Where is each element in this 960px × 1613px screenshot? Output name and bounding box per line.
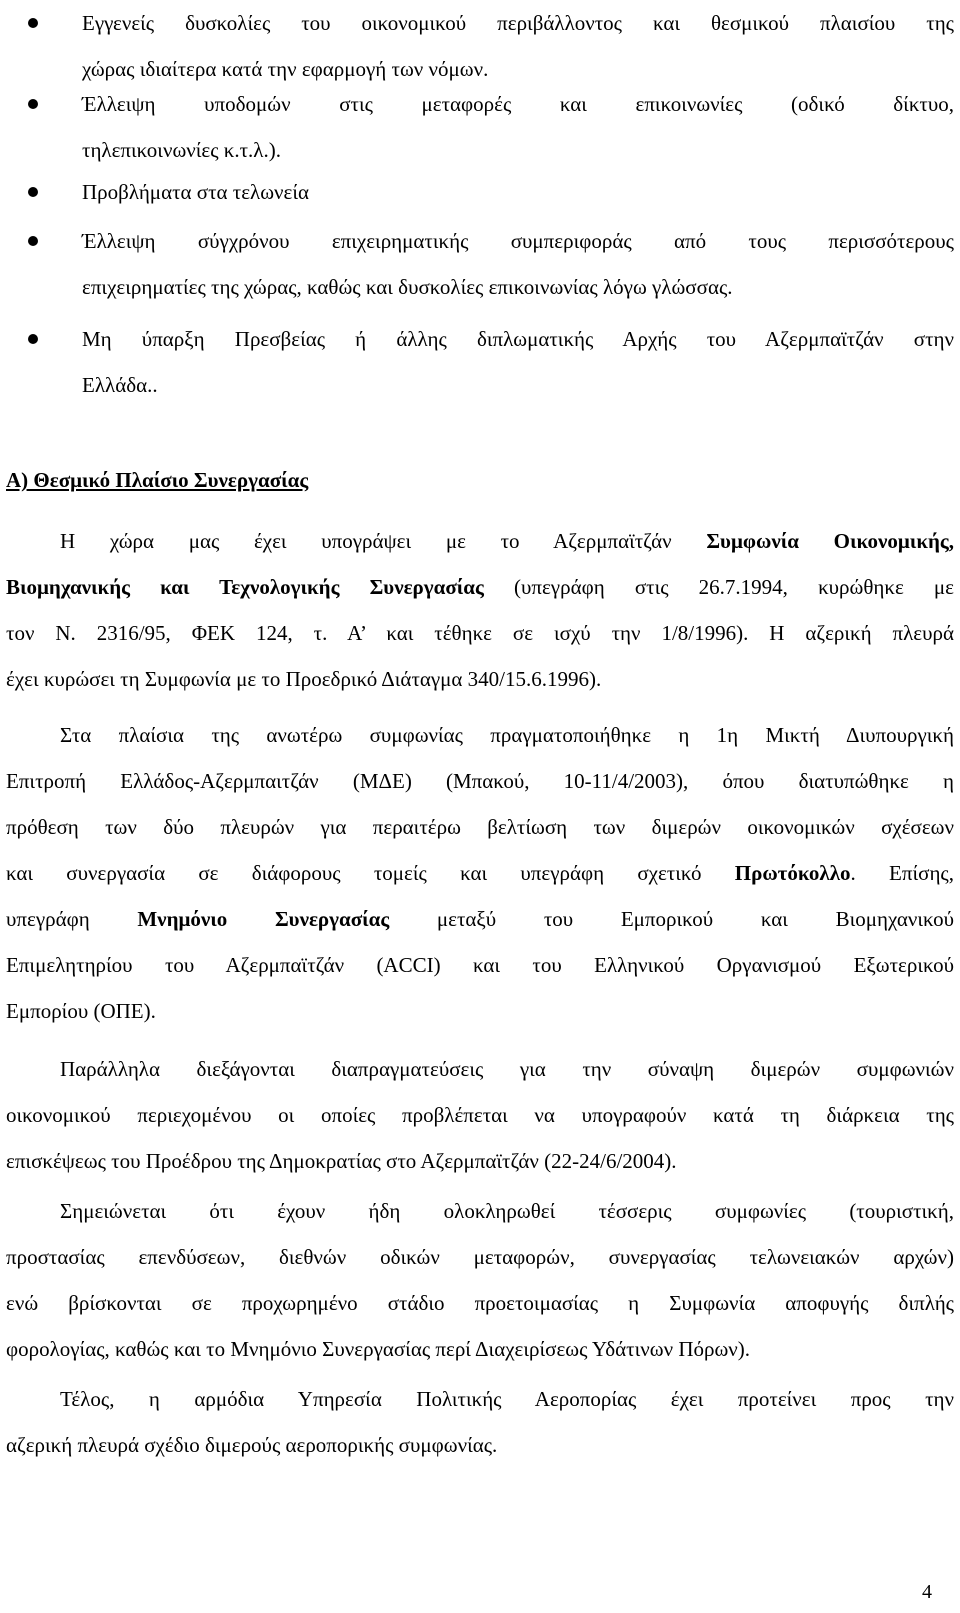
bold-text: Συμφωνία Οικονομικής, — [706, 529, 955, 553]
paragraph-line: οικονομικού περιεχομένου οι οποίες προβλέπεται να υπογραφούν κατά τη διάρκεια της — [6, 1103, 954, 1127]
paragraph-line: Παράλληλα διεξάγονται διαπραγματεύσεις για την σύναψη διμερών συμφωνιών — [60, 1057, 954, 1081]
paragraph-agreements — [6, 1188, 954, 1372]
paragraph-line: Εμπορίου (ΟΠΕ). — [6, 999, 156, 1023]
bold-text: Μνημόνιο Συνεργασίας — [137, 907, 390, 931]
bullet-line: Έλλειψη υποδομών στις μεταφορές και επικοινωνίες (οδικό δίκτυο, — [82, 92, 954, 116]
paragraph-line: Η χώρα μας έχει υπογράψει με το Αζερμπαϊτζάν Συμφωνία Οικονομικής, — [60, 529, 955, 553]
bullet-line: Έλλειψη σύγχρόνου επιχειρηματικής συμπεριφοράς από τους περισσότερους — [82, 229, 954, 253]
paragraph-aviation — [6, 1376, 954, 1468]
paragraph-mde — [6, 712, 954, 1034]
bullet-line: Ελλάδα.. — [82, 373, 158, 397]
paragraph-line: Επιτροπή Ελλάδος-Αζερμπαιτζάν (ΜΔΕ) (Μπακού, 10-11/4/2003), όπου διατυπώθηκε η — [6, 769, 954, 793]
paragraph-line: Επιμελητηρίου του Αζερμπαϊτζάν (ACCI) και του Ελληνικού Οργανισμού Εξωτερικού — [6, 953, 954, 977]
paragraph-line: και συνεργασία σε διάφορους τομείς και υπεγράφη σχετικό Πρωτόκολλο. Επίσης, — [6, 861, 955, 885]
paragraph-line: αζερική πλευρά σχέδιο διμερούς αεροπορικής συμφωνίας. — [6, 1433, 498, 1457]
bullet-line: Προβλήματα στα τελωνεία — [82, 180, 310, 204]
bullet-line: Μη ύπαρξη Πρεσβείας ή άλλης διπλωματικής Αρχής του Αζερμπαϊτζάν στην — [82, 327, 954, 351]
paragraph-line: Τέλος, η αρμόδια Υπηρεσία Πολιτικής Αεροπορίας έχει προτείνει προς την — [60, 1387, 954, 1411]
paragraph-line: προστασίας επενδύσεων, διεθνών οδικών μεταφορών, συνεργασίας τελωνειακών αρχών) — [6, 1245, 954, 1269]
list-item — [0, 0, 954, 92]
paragraph-line: φορολογίας, καθώς και το Μνημόνιο Συνεργασίας περί Διαχειρίσεως Υδάτινων Πόρων). — [6, 1337, 751, 1361]
paragraph-line: Στα πλαίσια της ανωτέρω συμφωνίας πραγματοποιήθηκε η 1η Μικτή Διυπουργική — [60, 723, 954, 747]
page-number: 4 — [922, 1581, 932, 1603]
list-item — [0, 218, 954, 310]
bullet-line: τηλεπικοινωνίες κ.τ.λ.). — [82, 138, 281, 162]
bullet-icon — [28, 18, 38, 28]
section-heading: Α) Θεσμικό Πλαίσιο Συνεργασίας — [6, 468, 309, 492]
paragraph-line: επισκέψεως του Προέδρου της Δημοκρατίας στο Αζερμπαϊτζάν (22-24/6/2004). — [6, 1149, 677, 1173]
bullet-line: επιχειρηματίες της χώρας, καθώς και δυσκολίες επικοινωνίας λόγω γλώσσας. — [82, 275, 733, 299]
bullet-icon — [28, 236, 38, 246]
bullet-line: Εγγενείς δυσκολίες του οικονομικού περιβάλλοντος και θεσμικού πλαισίου της — [82, 11, 954, 35]
bold-text: Πρωτόκολλο — [734, 861, 851, 885]
paragraph-line: πρόθεση των δύο πλευρών για περαιτέρω βελτίωση των διμερών οικονομικών σχέσεων — [6, 815, 954, 839]
paragraph-negotiations — [6, 1046, 954, 1184]
paragraph-line: Σημειώνεται ότι έχουν ήδη ολοκληρωθεί τέσσερις συμφωνίες (τουριστική, — [60, 1199, 954, 1223]
bullet-icon — [28, 99, 38, 109]
paragraph-line: τον Ν. 2316/95, ΦΕΚ 124, τ. Α’ και τέθηκε σε ισχύ την 1/8/1996). Η αζερική πλευρά — [6, 621, 954, 645]
list-item — [0, 316, 954, 408]
paragraph-line: υπεγράφη Μνημόνιο Συνεργασίας μεταξύ του Εμπορικού και Βιομηχανικού — [6, 907, 954, 931]
paragraph-line: έχει κυρώσει τη Συμφωνία με το Προεδρικό Διάταγμα 340/15.6.1996). — [6, 667, 602, 691]
list-item — [0, 81, 954, 173]
bold-text: Βιομηχανικής και Τεχνολογικής Συνεργασίας — [6, 575, 484, 599]
bullet-line: χώρας ιδιαίτερα κατά την εφαρμογή των νόμων. — [82, 57, 489, 81]
paragraph-line: ενώ βρίσκονται σε προχωρημένο στάδιο προετοιμασίας η Συμφωνία αποφυγής διπλής — [6, 1291, 954, 1315]
bullet-icon — [28, 187, 38, 197]
paragraph-framework — [6, 518, 954, 702]
bullet-icon — [28, 334, 38, 344]
list-item — [0, 169, 954, 215]
paragraph-line: Βιομηχανικής και Τεχνολογικής Συνεργασίας (υπεγράφη στις 26.7.1994, κυρώθηκε με — [6, 575, 955, 599]
